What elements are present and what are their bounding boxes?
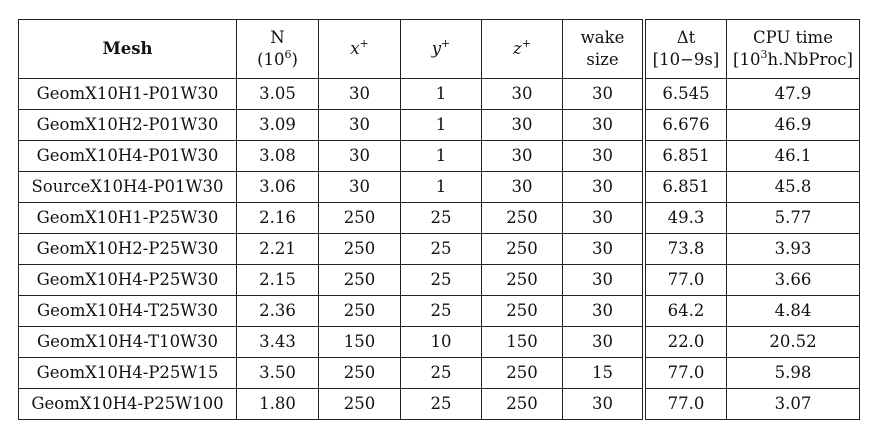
table-row — [19, 141, 860, 172]
cell-y-plus: 25 — [401, 265, 482, 296]
table-row — [19, 203, 860, 234]
cell-n: 3.08 — [237, 141, 319, 172]
cell-z-plus: 250 — [482, 265, 563, 296]
cell-y-plus: 25 — [401, 234, 482, 265]
cell-y-plus: 25 — [401, 296, 482, 327]
cell-x-plus: 250 — [319, 265, 401, 296]
header-wake-size — [563, 20, 645, 79]
cell-n: 3.50 — [237, 358, 319, 389]
cell-z-plus: 250 — [482, 203, 563, 234]
cell-wake-size: 30 — [563, 110, 645, 141]
cell-mesh: GeomX10H2-P01W30 — [19, 110, 237, 141]
table-row — [19, 296, 860, 327]
cell-cpu-time: 5.77 — [727, 203, 860, 234]
cell-x-plus: 250 — [319, 234, 401, 265]
cell-z-plus: 250 — [482, 358, 563, 389]
cell-mesh: GeomX10H2-P25W30 — [19, 234, 237, 265]
header-n — [237, 20, 319, 79]
header-n-top: N — [270, 28, 285, 47]
table-body — [19, 79, 860, 420]
cell-n: 3.09 — [237, 110, 319, 141]
cell-wake-size: 30 — [563, 296, 645, 327]
header-cpu-time — [727, 20, 860, 79]
header-y-sup: + — [441, 36, 451, 50]
cell-wake-size: 15 — [563, 358, 645, 389]
cell-z-plus: 30 — [482, 79, 563, 110]
table-row — [19, 265, 860, 296]
table-row — [19, 389, 860, 420]
header-dt — [644, 20, 727, 79]
cell-cpu-time: 3.66 — [727, 265, 860, 296]
cell-mesh: GeomX10H4-P25W30 — [19, 265, 237, 296]
cell-n: 1.80 — [237, 389, 319, 420]
header-x-sup: + — [359, 36, 369, 50]
cell-mesh: GeomX10H4-P01W30 — [19, 141, 237, 172]
cell-z-plus: 250 — [482, 296, 563, 327]
cell-wake-size: 30 — [563, 141, 645, 172]
cell-cpu-time: 3.93 — [727, 234, 860, 265]
cell-dt: 77.0 — [644, 265, 727, 296]
cell-n: 2.36 — [237, 296, 319, 327]
cell-wake-size: 30 — [563, 389, 645, 420]
cell-mesh: GeomX10H4-P25W100 — [19, 389, 237, 420]
cell-x-plus: 150 — [319, 327, 401, 358]
cell-y-plus: 1 — [401, 79, 482, 110]
table-row — [19, 358, 860, 389]
cell-dt: 77.0 — [644, 358, 727, 389]
cell-cpu-time: 5.98 — [727, 358, 860, 389]
cell-y-plus: 25 — [401, 203, 482, 234]
cell-cpu-time: 4.84 — [727, 296, 860, 327]
cell-n: 3.43 — [237, 327, 319, 358]
table-row — [19, 110, 860, 141]
cell-cpu-time: 47.9 — [727, 79, 860, 110]
cell-mesh: GeomX10H4-T10W30 — [19, 327, 237, 358]
cell-wake-size: 30 — [563, 172, 645, 203]
cell-y-plus: 10 — [401, 327, 482, 358]
cell-n: 2.15 — [237, 265, 319, 296]
cell-wake-size: 30 — [563, 203, 645, 234]
header-n-bottom-base: (10 — [257, 50, 285, 69]
cell-x-plus: 30 — [319, 110, 401, 141]
cell-x-plus: 30 — [319, 79, 401, 110]
table-row — [19, 234, 860, 265]
header-cpu-bottom-end: h.NbProc] — [767, 50, 853, 69]
cell-y-plus: 25 — [401, 389, 482, 420]
header-y-plus — [401, 20, 482, 79]
cell-z-plus: 250 — [482, 389, 563, 420]
cell-dt: 77.0 — [644, 389, 727, 420]
cell-x-plus: 30 — [319, 172, 401, 203]
header-cpu-top: CPU time — [753, 28, 833, 47]
header-mesh: Mesh — [19, 20, 237, 79]
cell-n: 2.21 — [237, 234, 319, 265]
cell-n: 3.06 — [237, 172, 319, 203]
cell-x-plus: 250 — [319, 389, 401, 420]
cell-dt: 6.851 — [644, 172, 727, 203]
cell-n: 2.16 — [237, 203, 319, 234]
cell-x-plus: 250 — [319, 203, 401, 234]
header-z-sup: + — [521, 36, 531, 50]
cell-cpu-time: 46.1 — [727, 141, 860, 172]
cell-z-plus: 30 — [482, 110, 563, 141]
header-dt-top: Δt — [676, 28, 696, 47]
cell-dt: 73.8 — [644, 234, 727, 265]
cell-x-plus: 250 — [319, 358, 401, 389]
header-y-base: y — [431, 39, 442, 58]
cell-z-plus: 30 — [482, 172, 563, 203]
cell-x-plus: 250 — [319, 296, 401, 327]
header-wake-top: wake — [580, 28, 625, 47]
header-x-plus — [319, 20, 401, 79]
cell-y-plus: 1 — [401, 110, 482, 141]
header-z-plus — [482, 20, 563, 79]
cell-wake-size: 30 — [563, 79, 645, 110]
cell-dt: 6.851 — [644, 141, 727, 172]
cell-cpu-time: 45.8 — [727, 172, 860, 203]
cell-cpu-time: 20.52 — [727, 327, 860, 358]
cell-z-plus: 30 — [482, 141, 563, 172]
cell-mesh: SourceX10H4-P01W30 — [19, 172, 237, 203]
cell-dt: 49.3 — [644, 203, 727, 234]
header-cpu-bottom-exp: 3 — [760, 47, 768, 61]
header-n-bottom-end: ) — [291, 50, 298, 69]
header-cpu-bottom-base: [10 — [733, 50, 761, 69]
header-z-base: z — [513, 39, 522, 58]
table-row — [19, 79, 860, 110]
cell-cpu-time: 46.9 — [727, 110, 860, 141]
cell-dt: 64.2 — [644, 296, 727, 327]
cell-y-plus: 1 — [401, 141, 482, 172]
mesh-table — [18, 19, 860, 420]
cell-dt: 6.676 — [644, 110, 727, 141]
header-n-bottom-exp: 6 — [284, 47, 292, 61]
cell-mesh: GeomX10H4-T25W30 — [19, 296, 237, 327]
cell-dt: 22.0 — [644, 327, 727, 358]
cell-x-plus: 30 — [319, 141, 401, 172]
cell-wake-size: 30 — [563, 234, 645, 265]
table-header-row — [19, 20, 860, 79]
cell-dt: 6.545 — [644, 79, 727, 110]
cell-mesh: GeomX10H1-P01W30 — [19, 79, 237, 110]
header-x-base: x — [350, 39, 360, 58]
table-row — [19, 327, 860, 358]
cell-n: 3.05 — [237, 79, 319, 110]
cell-mesh: GeomX10H1-P25W30 — [19, 203, 237, 234]
table-row — [19, 172, 860, 203]
header-wake-bottom: size — [586, 50, 619, 69]
cell-wake-size: 30 — [563, 327, 645, 358]
header-dt-bottom: [10−9s] — [652, 50, 720, 69]
cell-z-plus: 250 — [482, 234, 563, 265]
cell-y-plus: 1 — [401, 172, 482, 203]
cell-z-plus: 150 — [482, 327, 563, 358]
cell-y-plus: 25 — [401, 358, 482, 389]
cell-wake-size: 30 — [563, 265, 645, 296]
cell-mesh: GeomX10H4-P25W15 — [19, 358, 237, 389]
cell-cpu-time: 3.07 — [727, 389, 860, 420]
